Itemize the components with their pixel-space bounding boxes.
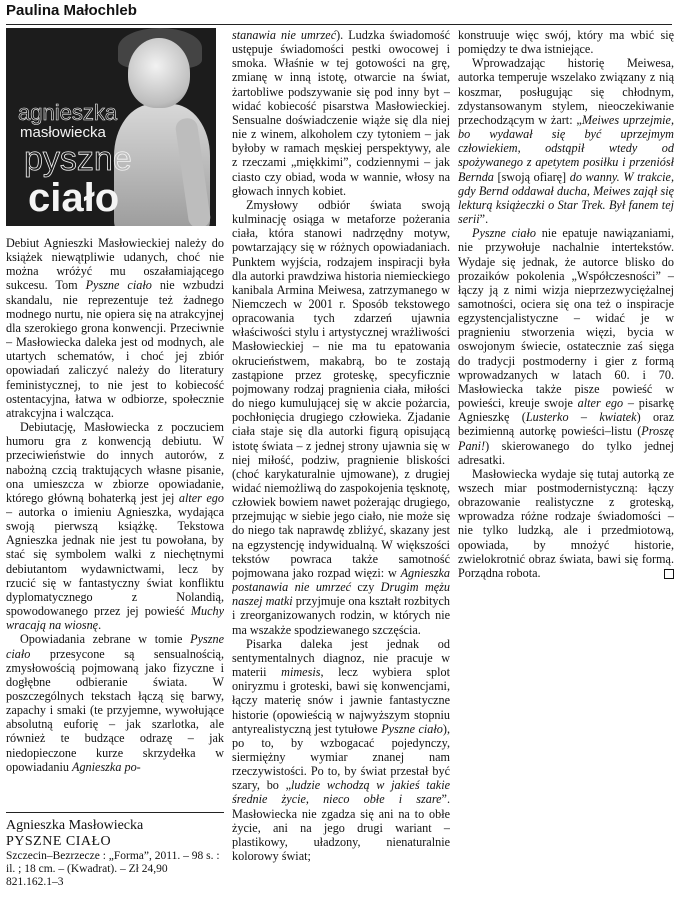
paragraph: konstruuje więc swój, który ma wbić się pomiędzy te dwa istniejące. — [458, 28, 674, 57]
cover-title-line2: ciało — [28, 176, 120, 220]
bib-details: Szczecin–Bezrzecze : „Forma”, 2011. – 98 s. : il. ; 18 cm. – (Kwadrat). – Zł 24,90 — [6, 850, 220, 875]
bib-code: 821.162.1–3 — [6, 876, 64, 888]
paragraph: Zmysłowy odbiór świata swoją kulminację osiąga w metaforze pożerania ciała, która stanowi nadrzędny motyw, powtarzający się w różnych opowiadaniach. Punktem wyjścia, rodzajem inspiracji była dla autorki prawdziwa historia niemieckiego kanibala Armina Meiwesa, zatrzymanego w Niemczech w 2001 r. Sposób tekstowego opracowania tych zdarzeń ujawnia właściwości stylu i artystycznej wrażliwości Masłowieckiej – nie ma tu epatowania okrucieństwem, makabrą, bo te zostają zastąpione przez groteskę, specyficznie pojmowany rodzaj pragnienia ciała, miłości do niego kumulującej się w akcie pożarcia, pochłonięcia drugiego człowieka. Zjadanie ciała staje się dla autorki figurą opisującą istotę świata – z jednej strony ujawnia się w niej miłość, podziw, pragnienie bliskości (choć karykaturalnie ujmowane), z drugiej widać niemożliwą do zaspokojenia tęsknotę, człowiek bowiem nawet pożerając drugiego, przejmując w siebie jego ciało, nie może się do niego tak naprawdę zbliżyć, skazany jest na egzystencję indywidualną. W większości tekstów powraca także samotność pojmowana jako rozpad więzi: w Agnieszka postanawia nie umrzeć czy Drugim mężu naszej matki przyjmuje ona kształt rozbitych i zreorganizowanych rodzin, w których nie ma wszakże spodziewanego szczęścia. — [232, 197, 450, 637]
column-3 — [458, 28, 674, 588]
article-author: Paulina Małochleb — [6, 2, 137, 19]
paragraph: Wprowadzając historię Meiwesa, autorka temperuje wszelako związany z nią koszmar, posługując się chłodnym, zdystansowanym stylem, nieoczekiwanie przechodzącym w żart: „Meiwes uprzejmie, bo wydawał się być uprzejmym człowiekiem, odstąpił wtedy od spożywanego z apetytem posiłku i przeniósł Bernda [swoją ofiarę] do wanny. W trakcie, gdy Bernd oddawał ducha, Meiwes zajął się lekturą książeczki o Star Trek. Był fanem tej serii”. — [458, 56, 674, 227]
book-cover-image — [6, 28, 216, 226]
column-2 — [232, 28, 450, 898]
column-1 — [6, 236, 224, 808]
paragraph: Debiut Agnieszki Masłowieckiej należy do książek niewątpliwie udanych, choć nie można wróżyć mu oszałamiającego sukcesu. Tom Pyszne ciało nie wzbudzi skandalu, nie reprezentuje też żadnego modnego nurtu, nie opiera się na atrakcyjnej dla szerokiego grona konwencji. Przeciwnie – Masłowiecka daleka jest od modnych, ale utartych schematów, i choć jej zbiór opowiadań zaliczyć należy do literatury feministycznej, to nie jest to kobiecość ostentacyjna, łatwa w odbiorze, społecznie atrakcyjna i walcząca. — [6, 236, 224, 420]
cover-figure-head — [128, 38, 190, 108]
bibliography-note — [6, 818, 226, 889]
cover-title-line1: pyszne — [24, 140, 132, 178]
cover-author-first: agnieszka — [18, 100, 118, 125]
bib-title: PYSZNE CIAŁO — [6, 834, 112, 849]
paragraph: Opowiadania zebrane w tomie Pyszne ciało przesycone są sensualnością, zmysłowością pojmowaną jako fizyczne i dogłębne odbieranie świata. W poszczególnych tekstach łączą się barwy, zapachy i smaki (te przyjemne, wywołujące absolutną euforię – jak szarlotka, ale również te budzące odrazę – jak niedopieczone kurze skrzydełka w opowiadaniu Agnieszka po- — [6, 632, 224, 774]
end-of-article-square-icon — [664, 569, 674, 579]
bibliography-rule — [6, 812, 224, 813]
bib-author: Agnieszka Masłowiecka — [6, 818, 144, 833]
paragraph: stanawia nie umrzeć). Ludzka świadomość ustępuje świadomości pestki owocowej i smoka. Właśnie w tej gotowości na grę, zmianę w inną istotę, otwarcie na świat, żartobliwe podszywanie się pod inny byt – widać kobiecość pisarstwa Masłowieckiej. Sensualne doświadczenie wiąże się dla niej nie z winem, alkoholem czy tytoniem – jak byłoby w ramach męskiej perspektywy, ale z rzeczami „miękkimi”, codziennymi – jak ciasto czy obiad, woda w wannie, włosy na głowach innych kobiet. — [232, 28, 450, 198]
header-rule — [6, 24, 672, 25]
paragraph: Pyszne ciało nie epatuje nawiązaniami, nie przywołuje nachalnie intertekstów. Wydaje się jednak, że autorce blisko do prozaików pokolenia „Współczesności” – łączy ją z nimi wizja nieprzezwyciężalnej samotności, ociera się ona też o inspiracje egzystencjalistyczne – widać je w pragnieniu stworzenia więzi, bycia w oswojonym świecie, ostatecznie zaś sięga do tradycji postmoderny i gier z formą wprowadzanych w latach 60. i 70. Masłowiecka także pisze powieść w powieści, kreuje swoje alter ego – pisarkę Agnieszkę (Lusterko – kwiatek) oraz bezimienną autorkę powieści–listu (Proszę Pani!) skierowanego do tylko jednej adresatki. — [458, 226, 674, 467]
cover-author-last: masłowiecka — [20, 124, 106, 141]
paragraph: Debiutację, Masłowiecka z poczuciem humoru gra z konwencją debiutu. W przeciwieństwie do innych autorów, z nabożną czcią traktujących własne pisanie, ona umieszcza w zbiorze opowiadanie, którego główną bohaterką jest jej alter ego – autorka o imieniu Agnieszka, wydająca swoją pierwszą książkę. Tekstowa Agnieszka jednak nie jest tu powołana, by stać się symbolem walki z niechętnymi debiutantom wydawnictwami, lecz by rzucić się w fantastyczny świat konfliktu dyplomatycznego z Nolandią, spowodowanego przez jej powieść Muchy wracają na wiosnę. — [6, 420, 224, 633]
paragraph: Pisarka daleka jest jednak od sentymentalnych diagnoz, nie pracuje w materii mimesis, lecz wybiera splot oniryzmu i groteski, bawi się konwencjami, łączy materię snów i jawnie fantastyczne historie (opowieścią w najwyższym stopniu antyrealistyczną jest tytułowe Pyszne ciało), po to, by wzbogacać pojedynczy, siermiężny wymiar znanej nam rzeczywistości. Po to, by świat przestał być szary, bo „ludzie wchodzą w jakieś takie średnie życie, nieco obłe i szare”. Masłowiecka nie zgadza się ani na to obłe życie, ani na jego drugi wariant – plastikowy, uładzony, nienaturalnie kolorowy świat; — [232, 636, 450, 864]
paragraph: Masłowiecka wydaje się tutaj autorką ze wszech miar postmodernistyczną: łączy obrazowanie realistyczne z groteską, wprowadza różne rodzaje świadomości – nie tylko ludzką, ale i przedmiotową, opowiada, by mnożyć historie, zwielokrotnić obraz świata, bawi się formą. Porządna robota. — [458, 466, 674, 580]
